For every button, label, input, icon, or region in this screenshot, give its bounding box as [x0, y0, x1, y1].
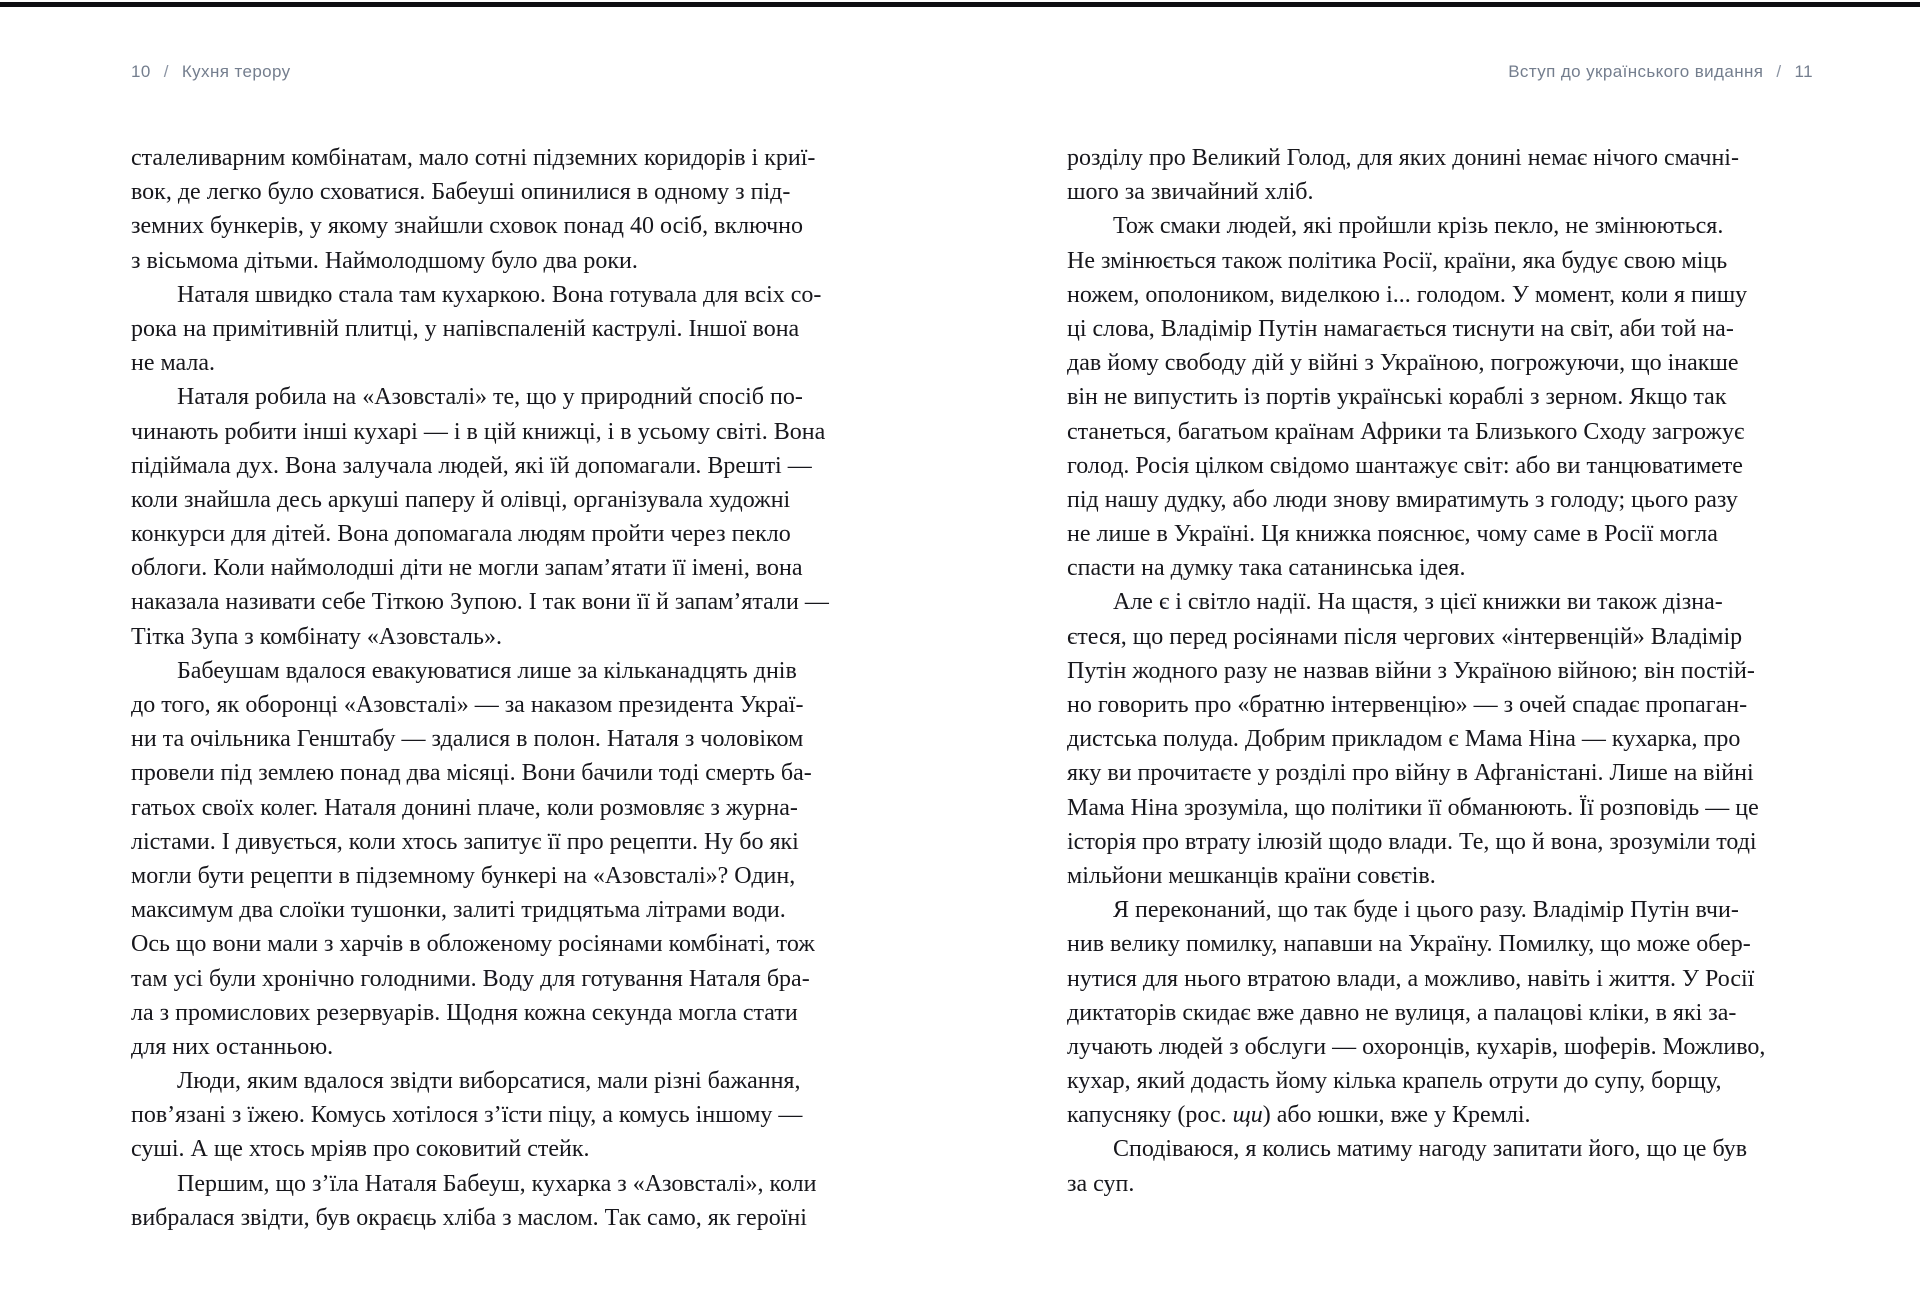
text-line: Не змінюється також політика Росії, країни, яка будує свою міць [1067, 247, 1728, 274]
text-line: капусняку (рос. щи) або юшки, вже у Кремлі. [1067, 1102, 1531, 1129]
text-line: могли бути рецепти в підземному бункері на «Азовсталі»? Один, [131, 862, 796, 889]
text-line: Путін жодного разу не назвав війни з Україною війною; він постій- [1067, 657, 1755, 684]
text-line: Тітка Зупа з комбінату «Азовсталь». [131, 623, 502, 650]
text-line: дав йому свободу дій у війні з Україною, погрожуючи, що інакше [1067, 350, 1739, 377]
text-line: Бабеушам вдалося евакуюватися лише за кільканадцять днів [177, 657, 797, 684]
text-line: він не випустить із портів українські кораблі з зерном. Якщо так [1067, 384, 1727, 411]
text-line: мільйони мешканців країни совєтів. [1067, 862, 1436, 889]
text-line: Першим, що з’їла Наталя Бабеуш, кухарка з «Азовсталі», коли [177, 1170, 817, 1197]
text-line: Мама Ніна зрозуміла, що політики її обманюють. Її розповідь — це [1067, 794, 1759, 821]
text-line: вок, де легко було сховатися. Бабеуші опинилися в одному з під- [131, 179, 791, 206]
text-line: до того, як оборонці «Азовсталі» — за наказом президента Украї- [131, 692, 804, 718]
chapter-title: Вступ до українського видання [1508, 62, 1764, 81]
text-line: Ось що вони мали з харчів в обложеному росіянами комбінаті, тож [131, 931, 815, 958]
text-line: наказала називати себе Тіткою Зупою. І так вони її й запам’ятали — [131, 589, 829, 616]
text-line: Тож смаки людей, які пройшли крізь пекло, не змінюються. [1113, 213, 1724, 240]
text-line: чинають робити інші кухарі — і в цій книжці, і в усьому світі. Вона [131, 418, 826, 445]
text-line: голод. Росія цілком свідомо шантажує світ: або ви танцюватимете [1067, 452, 1743, 479]
text-line: нутися для нього втратою влади, а можливо, навіть і життя. У Росії [1067, 965, 1755, 992]
text-line: підіймала дух. Вона залучала людей, які їй допомагали. Врешті — [131, 452, 812, 479]
text-line: спасти на думку така сатанинська ідея. [1067, 555, 1466, 582]
text-line: кухар, який додасть йому кілька крапель отрути до супу, борщу, [1067, 1068, 1722, 1095]
text-line: но говорить про «братню інтервенцію» — з очей спадає пропаган- [1067, 692, 1748, 718]
text-line: станеться, багатьом країнам Африки та Близького Сходу загрожує [1067, 418, 1745, 445]
text-line: для них останньою. [131, 1033, 334, 1060]
chapter-title: Кухня терору [181, 62, 291, 81]
left-page-text [131, 141, 877, 1235]
text-line: диктаторів скидає вже давно не вулиця, а палацові кліки, в які за- [1067, 999, 1737, 1026]
text-line: під нашу дудку, або люди знову вмиратимуть з голоду; цього разу [1067, 486, 1738, 513]
text-line: сталеливарним комбінатам, мало сотні підземних коридорів і криї- [131, 145, 816, 171]
text-line: єтеся, що перед росіянами після чергових «інтервенцій» Владімір [1067, 623, 1743, 650]
top-window-edge [0, 2, 1920, 7]
text-line: розділу про Великий Голод, для яких донині немає нічого смачні- [1067, 145, 1739, 171]
text-line: ни та очільника Генштабу — здалися в полон. Наталя з чоловіком [131, 726, 804, 753]
text-line: Але є і світло надії. На щастя, з цієї книжки ви також дізна- [1113, 589, 1723, 616]
text-line: дистська полуда. Добрим прикладом є Мама Ніна — кухарка, про [1067, 726, 1741, 753]
text-line: Сподіваюся, я колись матиму нагоду запитати його, що це був [1113, 1136, 1748, 1163]
text-line: ножем, ополоником, виделкою і... голодом. У момент, коли я пишу [1067, 281, 1748, 308]
separator-slash: / [1776, 62, 1782, 81]
page-number: 10 [131, 62, 151, 81]
text-line: шого за звичайний хліб. [1067, 179, 1314, 206]
text-line: історія про втрату ілюзій щодо влади. Те, що й вона, зрозуміли тоді [1067, 828, 1757, 855]
text-line: Я переконаний, що так буде і цього разу. Владімір Путін вчи- [1113, 897, 1739, 924]
text-line: Наталя швидко стала там кухаркою. Вона готувала для всіх со- [177, 281, 822, 308]
page-number: 11 [1794, 62, 1813, 81]
text-line: Люди, яким вдалося звідти виборсатися, мали різні бажання, [177, 1068, 801, 1095]
separator-slash: / [163, 62, 169, 81]
text-line: ці слова, Владімір Путін намагається тиснути на світ, аби той на- [1067, 315, 1734, 342]
text-line: з вісьмома дітьми. Наймолодшому було два роки. [131, 247, 638, 274]
text-line: ла з промислових резервуарів. Щодня кожна секунда могла стати [131, 999, 798, 1026]
text-line: максимум два слоїки тушонки, залиті тридцятьма літрами води. [131, 897, 786, 924]
text-line: яку ви прочитаєте у розділі про війну в Афганістані. Лише на війні [1067, 760, 1754, 787]
text-line: рока на примітивній плитці, у напівспаленій каструлі. Іншої вона [131, 315, 800, 342]
text-line: провели під землею понад два місяці. Вони бачили тоді смерть ба- [131, 760, 812, 787]
text-line: не лише в Україні. Ця книжка пояснює, чому саме в Росії могла [1067, 521, 1718, 548]
text-line: коли знайшла десь аркуші паперу й олівці, організувала художні [131, 486, 791, 513]
text-line: не мала. [131, 350, 216, 377]
running-header-left [131, 62, 877, 84]
running-header-right [1067, 62, 1813, 84]
text-line: там усі були хронічно голодними. Воду для готування Наталя бра- [131, 965, 810, 992]
text-line: земних бункерів, у якому знайшли сховок понад 40 осіб, включно [131, 213, 804, 240]
text-line: Наталя робила на «Азовсталі» те, що у природний спосіб по- [177, 384, 803, 411]
text-line: гатьох своїх колег. Наталя донині плаче, коли розмовляє з журна- [131, 794, 798, 821]
text-line: пов’язані з їжею. Комусь хотілося з’їсти піцу, а комусь іншому — [131, 1102, 803, 1129]
text-line: суші. А ще хтось мріяв про соковитий стейк. [131, 1136, 590, 1163]
text-line: вибралася звідти, був окраєць хліба з маслом. Так само, як героїні [131, 1204, 807, 1231]
text-line: облоги. Коли наймолодші діти не могли запам’ятати її імені, вона [131, 555, 803, 582]
text-line: лучають людей з обслуги — охоронців, кухарів, шоферів. Можливо, [1067, 1033, 1766, 1060]
text-line: конкурси для дітей. Вона допомагала людям пройти через пекло [131, 521, 791, 548]
text-line: лістами. І дивується, коли хтось запитує її про рецепти. Ну бо які [131, 828, 799, 855]
text-line: нив велику помилку, напавши на Україну. Помилку, що може обер- [1067, 931, 1751, 958]
right-page-text [1067, 141, 1813, 1201]
text-line: за суп. [1067, 1170, 1135, 1197]
